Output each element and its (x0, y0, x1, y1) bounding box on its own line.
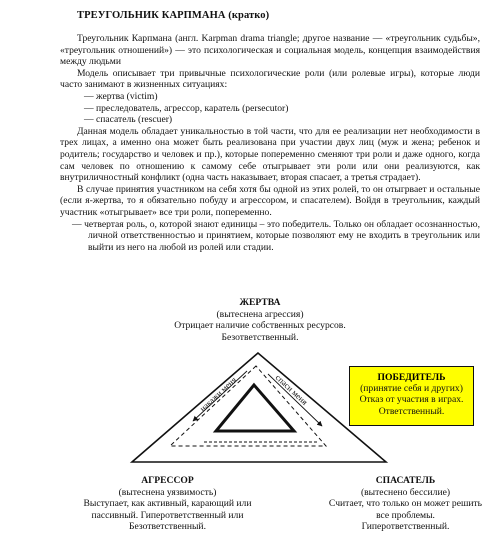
role-item-persecutor: — преследователь, агрессор, каратель (persecutor) (84, 102, 289, 114)
victim-title: ЖЕРТВА (239, 297, 281, 308)
paragraph-fourth-role: — четвертая роль, о, которой знают единицы – это победитель. Только он обладает осознанностью, личной ответственностью и принятием, которые позволяют ему не входить в треугольник или выйти из него на любой из ролей или стадии. (72, 218, 480, 253)
winner-line-2: Отказ от участия в играх. (359, 394, 464, 406)
node-rescuer (318, 475, 493, 533)
victim-note: (вытеснена агрессия) (216, 308, 304, 320)
label-punish-me: накажи меня (197, 374, 239, 414)
rescuer-title: СПАСАТЕЛЬ (375, 475, 436, 486)
paragraph-roles-intro: Модель описывает три привычные психологические роли (или ролевые игры), которые люди часто занимают в жизненных ситуациях: (60, 67, 480, 91)
rescuer-desc-2: все проблемы. (376, 509, 435, 521)
paragraph-uniqueness: Данная модель обладает уникальностью в той части, что для ее реализации нет необходимости в трех лицах, а именно она может быть реализована при участии двух лиц (муж и жена; ребенок и родитель; государство и человек и пр.), которые попеременно сменяют три роли и даже одного, когда сам человек по отношению к самому себе отыгрывает эти роли или они реализуются, как внутриличностный конфликт (одна часть наказывает, вторая спасает, а третья страдает). (60, 125, 480, 184)
winner-line-3: Ответственный. (378, 405, 445, 417)
winner-line-1: (принятие себя и других) (360, 383, 463, 395)
aggressor-title: АГРЕССОР (141, 475, 194, 486)
role-item-rescuer: — спасатель (rescuer) (84, 114, 173, 126)
aggressor-desc-3: Безответственный. (129, 521, 206, 533)
node-aggressor (75, 475, 260, 533)
rescuer-note: (вытеснено бессилие) (360, 486, 451, 498)
aggressor-desc-1: Выступает, как активный, карающий или (83, 498, 252, 510)
aggressor-note: (вытеснена уязвимость) (118, 486, 217, 498)
victim-desc-1: Отрицает наличие собственных ресурсов. (174, 320, 346, 332)
paragraph-accepting-role: В случае принятия участником на себя хотя бы одной из этих ролей, то он отыгрвает и остальные (если я-жертва, то я обязательно побуду и агрессором, и спасателем). Войдя в треугольник, каждый участник «отыгрывает» все три роли, попеременно. (60, 183, 480, 218)
label-save-me: спаси меня (273, 372, 310, 407)
node-winner (349, 366, 474, 426)
role-item-victim: — жертва (victim) (84, 90, 158, 102)
victim-desc-2: Безответственный. (221, 331, 299, 343)
document-title: ТРЕУГОЛЬНИК КАРПМАНА (кратко) (77, 10, 270, 21)
aggressor-desc-2: пассивный. Гиперответственный или (91, 509, 244, 521)
rescuer-desc-3: Гиперответственный. (361, 521, 450, 533)
winner-title: ПОБЕДИТЕЛЬ (377, 372, 446, 383)
rescuer-desc-1: Считает, что только он может решить (328, 498, 483, 510)
paragraph-definition: Треугольник Карпмана (англ. Karpman drama triangle; другое название — «треугольник судьбы», «треугольник отношений») — это психологическая и социальная модель, концепция взаимодействия между людьми (60, 33, 480, 68)
node-victim (130, 297, 390, 343)
